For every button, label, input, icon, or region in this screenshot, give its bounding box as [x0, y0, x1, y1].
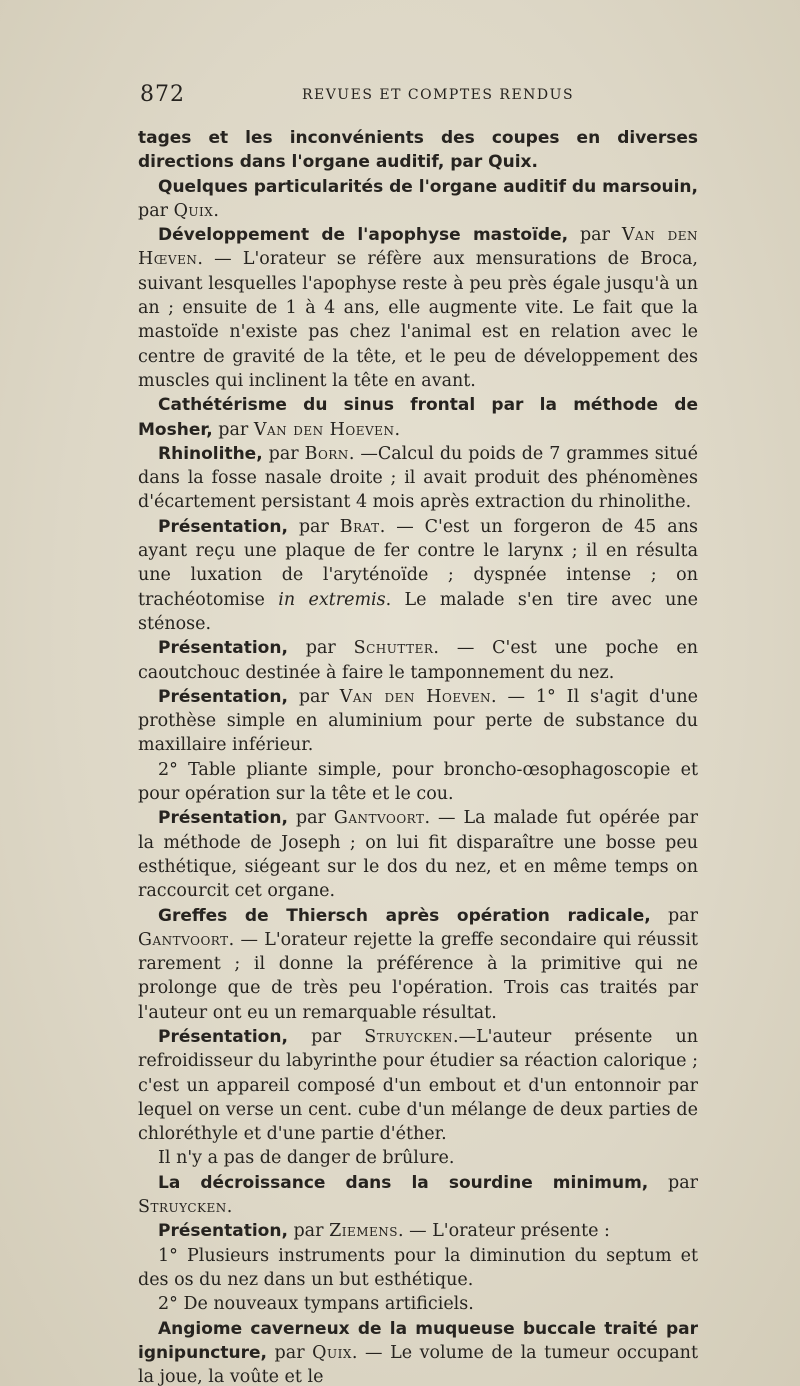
entry-title-continued: tages et les inconvénients des coupes en diverses directions dans l'organe auditif, par Quix.: [138, 128, 698, 173]
entry-title: Rhinolithe,: [158, 443, 263, 464]
entry-subitem: 2° De nouveaux tympans artificiels.: [158, 1294, 474, 1315]
entry-text: . — L'orateur présente :: [398, 1221, 610, 1242]
entry-text: . — 1° Il s'agit d'une prothèse simple en aluminium pour perte de substance du maxillaire inférieur.: [138, 686, 698, 756]
entry-title: Quelques particularités de l'organe auditif du marsouin,: [158, 176, 698, 197]
entry-text: . —Calcul du poids de 7 grammes situé dans la fosse nasale droite ; il avait produit des phénomènes d'écartement persistant 4 mois après extraction du rhinolithe.: [138, 443, 698, 513]
entry-subitem: 1° Plusieurs instruments pour la diminution du septum et des os du nez dans un but esthétique.: [138, 1245, 698, 1290]
entry-title: Présentation,: [158, 1026, 288, 1047]
entry-title: Cathétérisme du sinus frontal par la méthode de Mosher,: [138, 395, 698, 440]
entry-author: Van den Hoeven: [253, 419, 395, 440]
entry-subitem: 2° Table pliante simple, pour broncho-œsophagoscopie et pour opération sur la tête et le cou.: [138, 759, 698, 805]
page-header: [140, 82, 696, 112]
entry-text: . — L'orateur rejette la greffe secondaire qui réussit rarement ; il donne la préférence à la primitive qui ne prolonge que de très peu l'opération. Trois cas traités par l'auteur ont eu un remarquable résultat.: [138, 929, 698, 1023]
entry-author: Gantvoort: [333, 808, 425, 829]
entry-author: Born: [304, 443, 349, 464]
entry-author: Ziemens: [329, 1221, 398, 1242]
entry-author: Schutter: [353, 638, 434, 659]
body-text: [138, 126, 698, 1386]
entry-text: . — L'orateur se réfère aux mensurations de Broca, suivant lesquelles l'apophyse reste à peu près égale jusqu'à un an ; ensuite de 1 à 4 ans, elle augmente vite. Le fait que la mastoïde n'existe pas chez l'animal est en relation avec le centre de gravité de la tête, et le peu de développement des muscles qui inclinent la tête en avant.: [138, 249, 698, 391]
paragraph-continuation: [138, 126, 698, 175]
running-head: REVUES ET COMPTES RENDUS: [301, 87, 575, 103]
entry-author: Quix: [312, 1342, 352, 1363]
entry: Présentation, par Gantvoort. — La malade fut opérée par la méthode de Joseph ; on lui fit disparaître une bosse peu esthétique, siégeant sur le dos du nez, et en même temps on raccourcit cet organe.: [138, 808, 698, 902]
entry-italic: in extremis: [278, 589, 386, 610]
entry: Présentation, par Ziemens. — L'orateur présente :: [158, 1221, 610, 1242]
entry: Quelques particularités de l'organe auditif du marsouin, par Quix.: [138, 176, 698, 221]
entry-subitem: Il n'y a pas de danger de brûlure.: [158, 1148, 455, 1169]
entry: Greffes de Thiersch après opération radicale, par Gantvoort. — L'orateur rejette la greffe secondaire qui réussit rarement ; il donne la préférence à la primitive qui ne prolonge que de très peu l'opération. Trois cas traités par l'auteur ont eu un remarquable résultat.: [138, 905, 698, 1023]
entry-author: Quix: [173, 200, 214, 221]
entry: Présentation, par Van den Hoeven. — 1° Il s'agit d'une prothèse simple en aluminium pour perte de substance du maxillaire inférieur.: [138, 686, 698, 756]
page-number: 872: [140, 82, 185, 107]
entry: Rhinolithe, par Born. —Calcul du poids de 7 grammes situé dans la fosse nasale droite ; il avait produit des phénomènes d'écartement persistant 4 mois après extraction du rhinolithe.: [138, 443, 698, 513]
entry-author: Struycken: [138, 1197, 227, 1218]
entry-title: Développement de l'apophyse mastoïde,: [158, 225, 569, 246]
entry-author: Van den Hoeven: [339, 686, 492, 707]
entry-text: . — Le volume de la tumeur occupant la joue, la voûte et le: [138, 1342, 698, 1386]
entry-author: Brat: [339, 516, 380, 537]
entry-title: Angiome caverneux de la muqueuse buccale traité par ignipuncture,: [138, 1318, 698, 1363]
entry: Présentation, par Schutter. — C'est une poche en caoutchouc destinée à faire le tamponnement du nez.: [138, 638, 698, 683]
entry-title: Présentation,: [158, 516, 288, 537]
entry: La décroissance dans la sourdine minimum, par Struycken.: [138, 1172, 698, 1218]
entry-title: Greffes de Thiersch après opération radicale,: [158, 905, 651, 926]
entry-author: Gantvoort: [138, 929, 229, 950]
entry-title: Présentation,: [158, 808, 288, 829]
entry-title: La décroissance dans la sourdine minimum,: [158, 1172, 649, 1193]
entry-title: Présentation,: [158, 638, 288, 659]
entry: Développement de l'apophyse mastoïde, par Van den Hœven. — L'orateur se réfère aux mensurations de Broca, suivant lesquelles l'apophyse reste à peu près égale jusqu'à un an ; ensuite de 1 à 4 ans, elle augmente vite. Le fait que la mastoïde n'existe pas chez l'animal est en relation avec le centre de gravité de la tête, et le peu de développement des muscles qui inclinent la tête en avant.: [138, 225, 699, 391]
entry-text: . — La malade fut opérée par la méthode de Joseph ; on lui fit disparaître une bosse peu esthétique, siégeant sur le dos du nez, et en même temps on raccourcit cet organe.: [138, 808, 698, 902]
entry-author: Van den Hœven: [138, 225, 699, 270]
entry: Cathétérisme du sinus frontal par la méthode de Mosher, par Van den Hoeven.: [138, 395, 698, 440]
entry-title: Présentation,: [158, 1221, 288, 1242]
entry: Présentation, par Struycken.—L'auteur présente un refroidisseur du labyrinthe pour étudier sa réaction calorique ; c'est un appareil composé d'un embout et d'un entonnoir par lequel on verse un cent. cube d'un mélange de deux parties de chloréthyle et d'une partie d'éther.: [138, 1026, 698, 1145]
entry: Présentation, par Brat. — C'est un forgeron de 45 ans ayant reçu une plaque de fer contre le larynx ; il en résulta une luxation de l'aryténoïde ; dyspnée intense ; on trachéotomise in extremis. Le malade s'en tire avec une sténose.: [138, 516, 698, 634]
entry-author: Struycken: [364, 1026, 453, 1047]
entry-text: .—L'auteur présente un refroidisseur du labyrinthe pour étudier sa réaction calorique ; c'est un appareil composé d'un embout et d'un entonnoir par lequel on verse un cent. cube d'un mélange de deux parties de chloréthyle et d'une partie d'éther.: [138, 1026, 698, 1145]
entry-title: Présentation,: [158, 686, 288, 707]
entry-text: . — C'est une poche en caoutchouc destinée à faire le tamponnement du nez.: [138, 638, 698, 683]
entry-text: . — C'est un forgeron de 45 ans ayant reçu une plaque de fer contre le larynx ; il en résulta une luxation de l'aryténoïde ; dyspnée intense ; on trachéotomise: [138, 516, 698, 610]
entry: Angiome caverneux de la muqueuse buccale traité par ignipuncture, par Quix. — Le volume de la tumeur occupant la joue, la voûte et le: [138, 1318, 698, 1386]
